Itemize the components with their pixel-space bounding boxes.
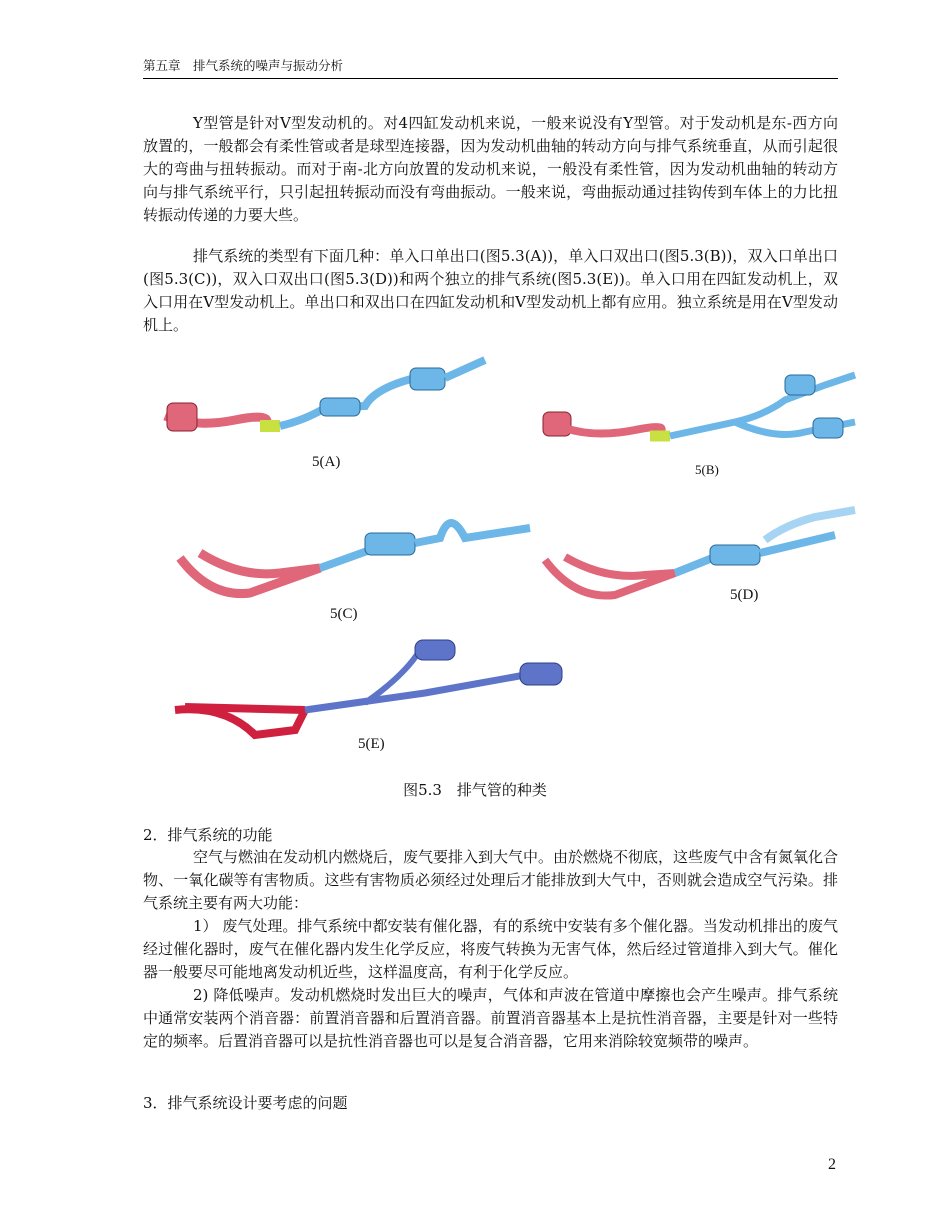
section-2-intro: 空气与燃油在发动机内燃烧后，废气要排入到大气中。由於燃烧不彻底，这些废气中含有氮氧化合物、一氧化碳等有害物质。这些有害物质必须经过处理后才能排放到大气中，否则就会造成空气污染。排气系统主要有两大功能： (143, 848, 839, 912)
exhaust-system-d-image (535, 505, 870, 610)
exhaust-system-e-image (165, 635, 575, 745)
exhaust-system-c-image (170, 498, 535, 613)
section-3-heading: 3．排气系统设计要考虑的问题 (143, 1094, 348, 1112)
figure-label-c: 5(C) (330, 606, 358, 622)
paragraph-system-types: 排气系统的类型有下面几种：单入口单出口(图5.3(A))，单入口双出口(图5.3(B))，双入口单出口(图5.3(C))，双入口双出口(图5.3(D))和两个独立的排气系统(图5.3(E))。单入口用在四缸发动机上，双入口用在V型发动机上。单出口和双出口在四缸发动机和V型发动机上都有应用。独立系统是用在V型发动机上。 (143, 247, 838, 334)
page-number: 2 (828, 1156, 836, 1173)
figure-caption: 图5.3 排气管的种类 (403, 781, 547, 799)
figure-label-a: 5(A) (312, 454, 341, 470)
figure-label-b: 5(B) (695, 462, 719, 477)
chapter-header: 第五章 排气系统的噪声与振动分析 (143, 56, 838, 79)
paragraph-y-pipe: Y型管是针对V型发动机的。对4四缸发动机来说，一般来说没有Y型管。对于发动机是东-西方向放置的，一般都会有柔性管或者是球型连接器，因为发动机曲轴的转动方向与排气系统垂直，从而引起很大的弯曲与扭转振动。而对于南-北方向放置的发动机来说，一般没有柔性管，因为发动机曲轴的转动方向与排气系统平行，只引起扭转振动而没有弯曲振动。一般来说，弯曲振动通过挂钩传到车体上的力比扭转振动传递的力要大些。 (143, 114, 838, 224)
exhaust-system-a-image (155, 348, 500, 453)
section-2-heading: 2．排气系统的功能 (143, 826, 273, 844)
figure-label-d: 5(D) (730, 587, 759, 603)
figure-label-e: 5(E) (358, 736, 385, 752)
section-2-item-2: 2) 降低噪声。发动机燃烧时发出巨大的噪声，气体和声波在管道中摩擦也会产生噪声。排气系统中通常安装两个消音器：前置消音器和后置消音器。前置消音器基本上是抗性消音器，主要是针对一些特定的频率。后置消音器可以是抗性消音器也可以是复合消音器，它用来消除较宽频带的噪声。 (143, 986, 838, 1050)
section-2-item-1: 1） 废气处理。排气系统中都安装有催化器，有的系统中安装有多个催化器。当发动机排出的废气经过催化器时，废气在催化器内发生化学反应，将废气转换为无害气体，然后经过管道排入到大气。催化器一般要尽可能地离发动机近些，这样温度高，有利于化学反应。 (143, 917, 838, 981)
figure-exhaust-types (0, 340, 950, 780)
exhaust-system-b-image (535, 360, 870, 465)
